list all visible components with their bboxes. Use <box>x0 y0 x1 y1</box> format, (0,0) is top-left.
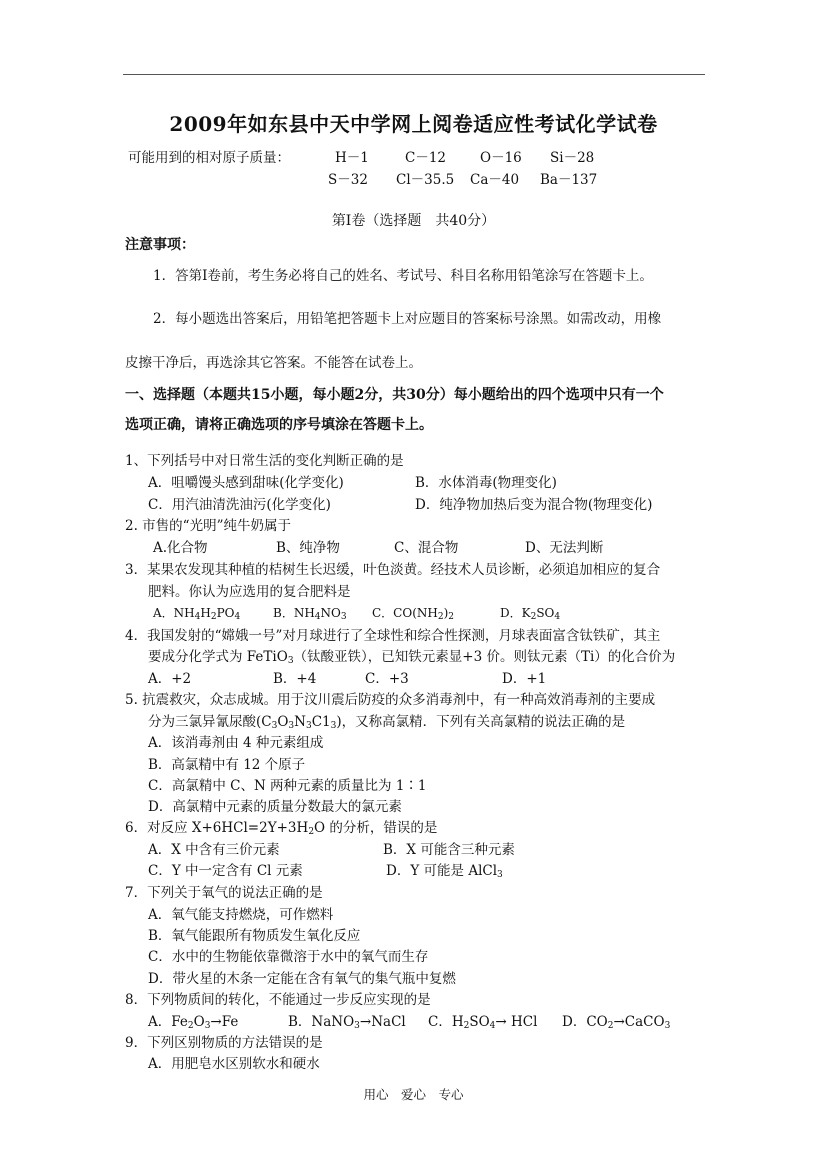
q4-option-c: C．+3 <box>365 671 409 687</box>
q3-line-2: 肥料。你认为应选用的复合肥料是 <box>148 584 351 600</box>
atomic-mass-c: C－12 <box>405 150 447 166</box>
q6-option-d: D．Y 可能是 AlCl$_3$ <box>386 863 503 880</box>
q8-option-a: A．$Fe_2O_3\to Fe$ <box>148 1014 239 1031</box>
q2-option-c: C、混合物 <box>394 540 459 556</box>
notice-item-2-line-2: 皮擦干净后，再选涂其它答案。不能答在试卷上。 <box>125 355 422 371</box>
q9-option-a: A．用肥皂水区别软水和硬水 <box>148 1056 320 1072</box>
q9-stem: 9．下列区别物质的方法错误的是 <box>125 1035 323 1051</box>
q3-option-a: A．$NH_4H_2PO_4$ <box>153 606 241 622</box>
q8-option-b: B．NaNO$_3$→NaCl <box>288 1014 406 1031</box>
q8-option-c: C．$H_2SO_4\to$ HCl <box>428 1014 538 1031</box>
q7-option-a: A．氧气能支持燃烧，可作燃料 <box>148 907 334 923</box>
page-footer: 用心 爱心 专心 <box>363 1087 464 1102</box>
q4-line-2: 要成分化学式为 FeTiO$_3$（钛酸亚铁），已知铁元素显+3 价。则钛元素（Ti）的化合价为 <box>148 649 676 666</box>
q1-option-d: D．纯净物加热后变为混合物(物理变化) <box>415 497 653 513</box>
q5-option-b: B．高氯精中有 12 个原子 <box>148 757 306 773</box>
q1-option-a: A．咀嚼馒头感到甜味(化学变化) <box>148 475 344 491</box>
q2-option-b: B、纯净物 <box>276 540 340 556</box>
q1-option-c: C．用汽油清洗油污(化学变化) <box>148 497 331 513</box>
notice-item-1: 1．答第Ⅰ卷前，考生务必将自己的姓名、考试号、科目名称用铅笔涂写在答题卡上。 <box>153 268 653 284</box>
part1-instruction-line-2: 选项正确，请将正确选项的序号填涂在答题卡上。 <box>125 417 433 433</box>
q2-option-d: D、无法判断 <box>525 540 604 556</box>
atomic-mass-s: S－32 <box>328 172 368 188</box>
q4-option-a: A．+2 <box>148 671 192 687</box>
atomic-mass-cl: Cl－35.5 <box>396 172 455 188</box>
q6-option-a: A．X 中含有三价元素 <box>148 842 280 858</box>
notice-item-2-line-1: 2．每小题选出答案后，用铅笔把答题卡上对应题目的答案标号涂黑。如需改动，用橡 <box>153 311 662 327</box>
q8-stem: 8．下列物质间的转化，不能通过一步反应实现的是 <box>125 992 431 1008</box>
q5-line-2: 分为三氯异氰尿酸$(C_3O_3N_3C1_3)$，又称高氯精．下列有关高氯精的说法正确的是 <box>148 714 626 731</box>
q3-option-b: B．$NH_4NO_3$ <box>273 606 347 622</box>
atomic-mass-label: 可能用到的相对原子质量： <box>128 150 290 166</box>
q4-line-1: 4．我国发射的“嫦娥一号”对月球进行了全球性和综合性探测，月球表面富含钛铁矿，其主 <box>125 628 661 644</box>
q6-option-c: C．Y 中一定含有 Cl 元素 <box>148 863 303 879</box>
q3-option-c: C．$CO(NH_2)_2$ <box>372 606 455 622</box>
q1-stem: 1、下列括号中对日常生活的变化判断正确的是 <box>125 453 404 469</box>
q7-option-c: C．水中的生物能依靠微溶于水中的氧气而生存 <box>148 949 429 965</box>
atomic-mass-h: H－1 <box>335 150 369 166</box>
part1-instruction-line-1: 一、选择题（本题共15小题，每小题2分，共30分）每小题给出的四个选项中只有一个 <box>125 387 664 403</box>
q5-option-d: D．高氯精中元素的质量分数最大的氯元素 <box>148 799 402 815</box>
q5-line-1: 5. 抗震救灾，众志成城。用于汶川震后防疫的众多消毒剂中，有一种高效消毒剂的主要成 <box>125 692 656 708</box>
q1-option-b: B．水体消毒(物理变化) <box>415 475 557 491</box>
atomic-mass-o: O－16 <box>480 150 522 166</box>
q4-option-b: B．+4 <box>273 671 317 687</box>
q7-option-d: D．带火星的木条一定能在含有氧气的集气瓶中复燃 <box>148 971 456 987</box>
q7-option-b: B．氧气能跟所有物质发生氧化反应 <box>148 928 361 944</box>
q5-option-c: C．高氯精中 C、N 两种元素的质量比为 1∶1 <box>148 778 427 794</box>
q5-option-a: A．该消毒剂由 4 种元素组成 <box>148 735 324 751</box>
header-rule <box>123 74 705 75</box>
atomic-mass-ba: Ba－137 <box>540 172 598 188</box>
exam-title: 2009年如东县中天中学网上阅卷适应性考试化学试卷 <box>169 112 658 136</box>
notice-heading: 注意事项： <box>125 237 195 253</box>
q3-line-1: 3．某果农发现其种植的桔树生长迟缓，叶色淡黄。经技术人员诊断，必须追加相应的复合 <box>125 562 661 578</box>
q2-stem: 2. 市售的“光明”纯牛奶属于 <box>125 518 291 534</box>
q3-option-d: D．$K_2SO_4$ <box>500 606 561 622</box>
q6-stem: 6．对反应 $X+6HCl=2Y+3H_2O$ 的分析，错误的是 <box>125 820 438 837</box>
q8-option-d: D．$CO_2\to CaCO_3$ <box>562 1014 671 1031</box>
section-title: 第Ⅰ卷（选择题 共40分） <box>331 213 496 229</box>
atomic-mass-block <box>0 146 827 186</box>
q6-option-b: B．X 可能含三种元素 <box>383 842 515 858</box>
atomic-mass-si: Si－28 <box>550 150 595 166</box>
q7-stem: 7．下列关于氧气的说法正确的是 <box>125 885 323 901</box>
atomic-mass-ca: Ca－40 <box>470 172 520 188</box>
q4-option-d: D．+1 <box>502 671 547 687</box>
q2-option-a: A.化合物 <box>153 540 208 556</box>
